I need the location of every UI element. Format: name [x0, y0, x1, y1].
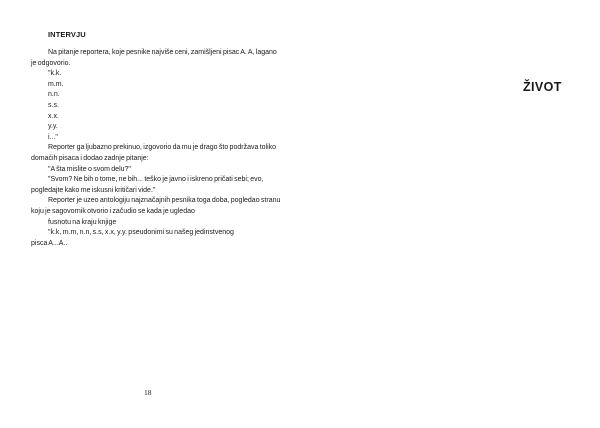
list-item: "k.k.: [48, 70, 62, 78]
list-item: x.x.: [48, 112, 59, 120]
list-item: n.n.: [48, 91, 60, 99]
footnote-line: fusnotu na kraju knjige: [48, 218, 117, 226]
final-quote-line: "k.k, m.m, n.n, s.s, x.x, y.y. pseudonimi su našeg jedinstvenog: [48, 229, 234, 237]
list-item: s.s.: [48, 101, 59, 109]
list-item: m.m.: [48, 80, 64, 88]
pseudonym-list: [31, 69, 281, 143]
list-item: y.y.: [48, 123, 58, 131]
left-page: [31, 30, 281, 249]
list-item: i...": [48, 133, 58, 141]
anthology-paragraph: Reporter je uzeo antologiju najznačajnih pesnika toga doba, pogledao stranu koju je sagovornik otvorio i začudio se kada je ugledao: [31, 197, 281, 215]
reporter-paragraph: Reporter ga ljubazno prekinuo, izgovorio da mu je drago što podržava toliko domaćih pisaca i dodao zadnje pitanje:: [31, 144, 277, 162]
final-quote-end: pisca A...A..: [31, 239, 68, 247]
question-line: "A šta mislite o svom delu?": [48, 165, 131, 173]
right-page-title: ŽIVOT: [523, 80, 562, 94]
intro-paragraph: Na pitanje reportera, koje pesnike najviše ceni, zamišljeni pisac A. A, lagano je odgovorio.: [31, 49, 277, 67]
answer-paragraph: "Svom? Ne bih o tome, ne bih... teško je javno i iskreno pričati sebi; evo, pogledajte kako me iskusni kritičari vide.": [31, 176, 264, 194]
chapter-heading: INTERVJU: [48, 30, 86, 39]
page-number: 18: [144, 388, 152, 397]
